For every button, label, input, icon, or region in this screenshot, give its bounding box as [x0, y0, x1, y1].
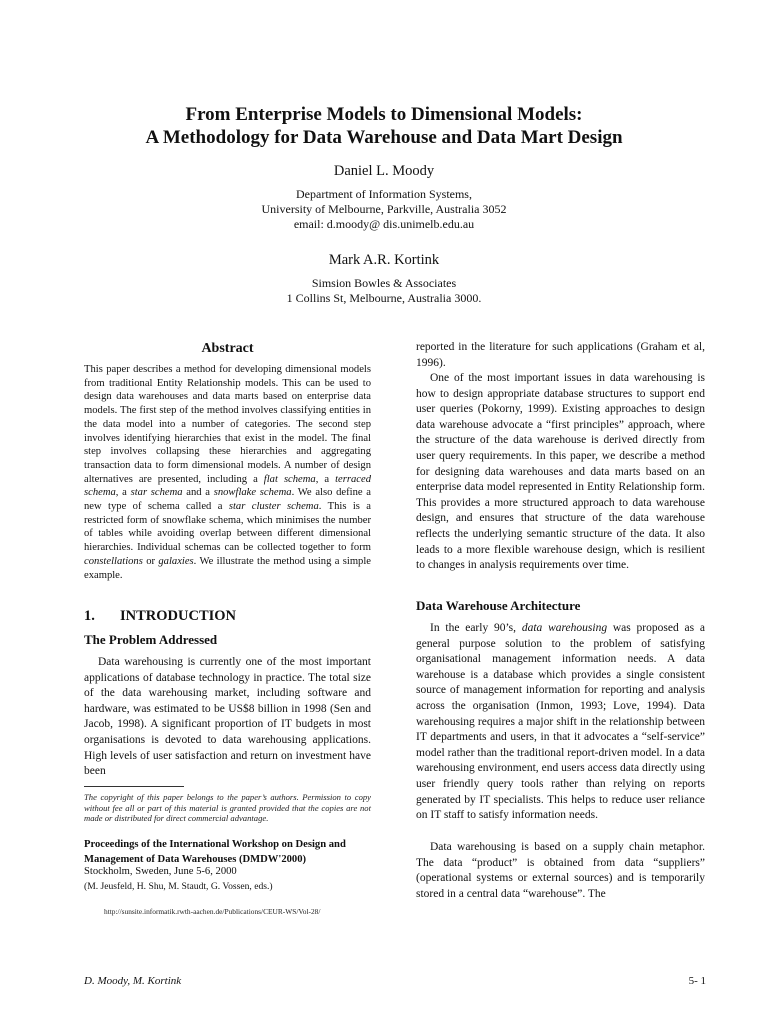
abstract-text: and a — [182, 487, 214, 499]
copyright-notice: The copyright of this paper belongs to the paper’s authors. Permission to copy without fee all or part of this material is granted provided that the copies are not made or distributed for direct commercial advantage. — [84, 792, 371, 824]
continued-paragraph: reported in the literature for such applications (Graham et al, 1996). — [416, 341, 705, 369]
affiliation-line: email: d.moody@ dis.unimelb.edu.au — [293, 217, 475, 231]
proceedings-editors: (M. Jeusfeld, H. Shu, M. Staudt, G. Vossen, eds.) — [84, 881, 273, 892]
footer-authors: D. Moody, M. Kortink — [84, 975, 182, 987]
affiliation-line: University of Melbourne, Parkville, Australia 3052 — [261, 202, 507, 216]
term-snowflake-schema: snowflake schema — [213, 487, 292, 499]
author-name: Mark A.R. Kortink — [328, 252, 440, 268]
author-affiliation — [60, 187, 708, 232]
intro-paragraph: Data warehousing is currently one of the most important applications of database technology in practice. The total size of the data warehousing market, including software and hardware, was estimated to be US$8 billion in 1998 (Sen and Jacob, 1998). A significant proportion of IT budgets in most organisations is devoted to data warehousing applications. High levels of user satisfaction and return on investment have been — [84, 656, 371, 778]
term-data-warehousing: data warehousing — [521, 622, 608, 634]
term-flat-schema: flat schema — [263, 473, 316, 485]
paper-title — [60, 103, 708, 149]
term-galaxies: galaxies — [158, 555, 194, 567]
paragraph-text: In the early 90’s, — [430, 622, 522, 634]
term-terraced-schema: terraced schema — [84, 473, 371, 499]
supply-chain-paragraph: Data warehousing is based on a supply chain metaphor. The data “product” is obtained from data “suppliers” (operational systems or external sources) and is temporarily stored in a central data “warehouse”. The — [416, 841, 705, 900]
affiliation-line: Department of Information Systems, — [296, 187, 472, 201]
affiliation-line: 1 Collins St, Melbourne, Australia 3000. — [286, 291, 482, 305]
subsection-heading: Data Warehouse Architecture — [416, 598, 581, 613]
term-constellations: constellations — [84, 555, 143, 567]
author-affiliation — [60, 276, 708, 306]
abstract-heading: Abstract — [201, 341, 254, 356]
section-heading — [84, 608, 371, 625]
abstract-text: . This is a restricted form of snowflake schema, which minimises the number of tables while avoiding overlap between different dimensional hierarchies. Individual schemas can be collected together to form — [84, 501, 371, 554]
proceedings-url[interactable]: http://sunsite.informatik.rwth-aachen.de/Publications/CEUR-WS/Vol-28/ — [104, 907, 321, 916]
section-number: 1. — [84, 608, 95, 624]
abstract-text: . We also define a new type of schema called a — [84, 487, 371, 513]
page-number: 5- 1 — [688, 975, 706, 987]
abstract-text: , a — [115, 487, 131, 499]
title-line-1: From Enterprise Models to Dimensional Models: — [185, 104, 583, 125]
abstract-text: This paper describes a method for developing dimensional models from traditional Entity Relationship models. This can be used to design data warehouses and data marts based on enterprise data models. The first step of the method involves classifying entities in the data model into a number of categories. The second step involves identifying hierarchies that exist in the model. The final step involves collapsing these hierarchies and aggregating transaction data to form dimensional models. A number of design alternatives are presented, including a — [84, 364, 371, 485]
abstract-text: , a — [315, 473, 336, 485]
architecture-paragraph — [416, 621, 705, 824]
abstract-text: . We illustrate the method using a simple example. — [84, 555, 372, 581]
title-line-2: A Methodology for Data Warehouse and Data Mart Design — [145, 127, 623, 148]
affiliation-line: Simsion Bowles & Associates — [311, 276, 457, 290]
design-paragraph: One of the most important issues in data warehousing is how to design appropriate database structures to support end user queries (Pokorny, 1999). Existing approaches to design data warehouse advocate a “first principles” approach, where the structure of the data warehouse is derived directly from user query requirements. In this paper, we describe a method for designing data warehouses and data marts based on an enterprise data model represented in Entity Relationship form. This provides a more structured approach to data warehouse design, and ensures that structure of the data warehouse reflects the underlying semantic structure of the data. It also leads to a more flexible warehouse design, which is resilient to changes in analysis requirements over time. — [416, 372, 705, 572]
proceedings-title: Proceedings of the International Workshop on Design and Management of Data Warehouses (DMDW'2000) — [84, 839, 346, 865]
author-name: Daniel L. Moody — [333, 163, 435, 179]
abstract-body — [84, 363, 371, 582]
term-star-schema: star schema — [130, 487, 183, 499]
footnote-divider — [84, 786, 184, 787]
paragraph-text: was proposed as a general purpose solution to the problem of satisfying organisational management information needs. A data warehouse is a database which provides a single consistent source of management information for reporting and analysis across the organisation (Inmon, 1993; Love, 1994). Data warehousing requires a major shift in the relationship between IT departments and users, in that it advocates a “self-service” model rather than the traditional report-driven model. In a data warehousing environment, end users access data directly using user friendly query tools rather than relying on reports generated by IT specialists. This helps to reduce user reliance on IT staff to satisfy information needs. — [416, 622, 705, 822]
term-star-cluster-schema: star cluster schema — [228, 501, 319, 513]
subsection-heading: The Problem Addressed — [84, 632, 218, 647]
section-title: INTRODUCTION — [120, 608, 237, 624]
proceedings-location: Stockholm, Sweden, June 5-6, 2000 — [84, 866, 237, 877]
abstract-text: or — [142, 555, 159, 567]
